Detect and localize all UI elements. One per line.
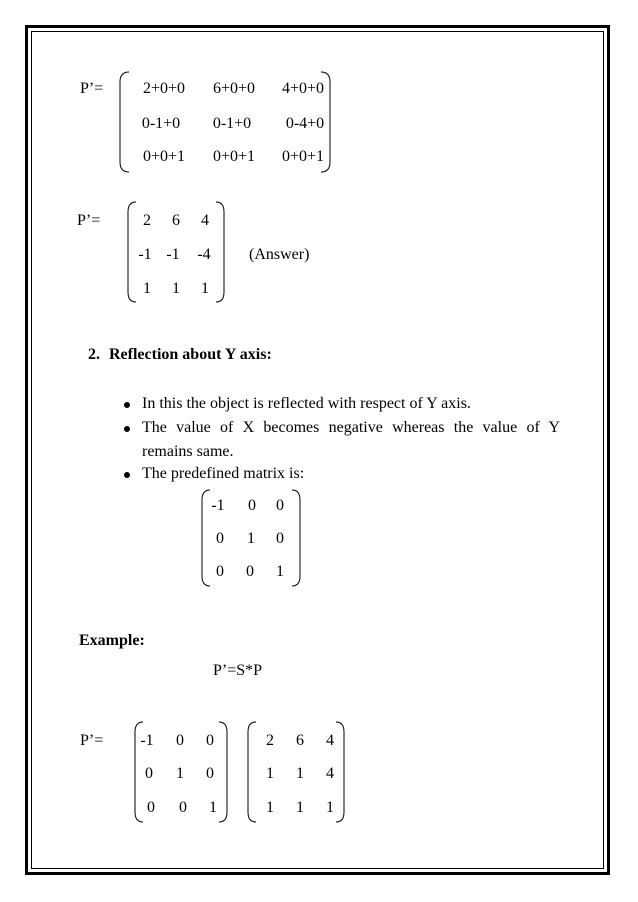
bullet-dot-1 <box>124 402 130 408</box>
eq1-cell-0-0: 2+0+0 <box>142 80 186 97</box>
example-matrix-s <box>133 720 229 824</box>
answer-note: (Answer) <box>249 246 310 263</box>
eq2-lhs: P’= <box>77 212 101 229</box>
ep-cell-2-0: 1 <box>266 799 274 816</box>
predefined-matrix <box>200 488 302 588</box>
eq1-cell-1-0: 0-1+0 <box>141 115 181 132</box>
eq2-matrix <box>126 200 226 304</box>
es-cell-1-1: 1 <box>176 765 184 782</box>
section-number: 2. <box>88 346 100 363</box>
ep-cell-2-2: 1 <box>326 799 334 816</box>
ep-cell-1-0: 1 <box>266 765 274 782</box>
pm-cell-1-2: 0 <box>276 530 284 547</box>
eq1-cell-0-1: 6+0+0 <box>212 80 256 97</box>
ep-cell-2-1: 1 <box>296 799 304 816</box>
eq1-cell-0-2: 4+0+0 <box>281 80 325 97</box>
eq1-cell-2-1: 0+0+1 <box>212 148 256 165</box>
pm-cell-1-0: 0 <box>216 530 224 547</box>
eq2-cell-1-0: -1 <box>138 246 152 263</box>
es-cell-1-0: 0 <box>145 765 153 782</box>
eq1-matrix <box>117 70 333 174</box>
ep-cell-0-2: 4 <box>326 732 334 749</box>
es-cell-1-2: 0 <box>206 765 214 782</box>
eq2-cell-1-1: -1 <box>166 246 180 263</box>
es-cell-0-1: 0 <box>176 732 184 749</box>
eq2-cell-2-1: 1 <box>172 280 180 297</box>
eq2-cell-0-1: 6 <box>172 212 180 229</box>
ep-cell-0-1: 6 <box>296 732 304 749</box>
eq1-cell-2-0: 0+0+1 <box>142 148 186 165</box>
pm-cell-2-1: 0 <box>246 563 254 580</box>
eq1-cell-1-1: 0-1+0 <box>212 115 252 132</box>
pm-cell-2-0: 0 <box>216 563 224 580</box>
bullet-dot-2 <box>124 426 130 432</box>
pm-cell-1-1: 1 <box>247 530 255 547</box>
ep-cell-0-0: 2 <box>266 732 274 749</box>
eq2-cell-2-2: 1 <box>201 280 209 297</box>
bullet-2-continued: remains same. <box>142 443 234 460</box>
ep-cell-1-1: 1 <box>296 765 304 782</box>
bullet-dot-3 <box>124 472 130 478</box>
eq2-cell-0-0: 2 <box>143 212 151 229</box>
es-cell-0-2: 0 <box>206 732 214 749</box>
eq1-lhs: P’= <box>80 80 104 97</box>
pm-cell-0-2: 0 <box>276 497 284 514</box>
section-heading: Reflection about Y axis: <box>109 346 272 363</box>
es-cell-2-2: 1 <box>209 799 217 816</box>
pm-cell-0-1: 0 <box>248 497 256 514</box>
es-cell-2-0: 0 <box>147 799 155 816</box>
eq1-cell-1-2: 0-4+0 <box>285 115 325 132</box>
eq2-cell-1-2: -4 <box>197 246 211 263</box>
es-cell-2-1: 0 <box>179 799 187 816</box>
pm-cell-0-0: -1 <box>211 497 225 514</box>
eq1-cell-2-2: 0+0+1 <box>281 148 325 165</box>
example-lhs: P’= <box>80 732 104 749</box>
eq2-cell-0-2: 4 <box>201 212 209 229</box>
example-heading: Example: <box>79 632 145 649</box>
pm-cell-2-2: 1 <box>276 563 284 580</box>
bullet-1: In this the object is reflected with respect of Y axis. <box>142 395 471 412</box>
example-matrix-p <box>246 720 346 824</box>
eq2-cell-2-0: 1 <box>143 280 151 297</box>
bullet-3: The predefined matrix is: <box>142 465 305 482</box>
example-formula: P’=S*P <box>213 662 263 679</box>
es-cell-0-0: -1 <box>140 732 154 749</box>
bullet-2: The value of X becomes negative whereas the value of Y <box>142 419 560 436</box>
ep-cell-1-2: 4 <box>326 765 334 782</box>
